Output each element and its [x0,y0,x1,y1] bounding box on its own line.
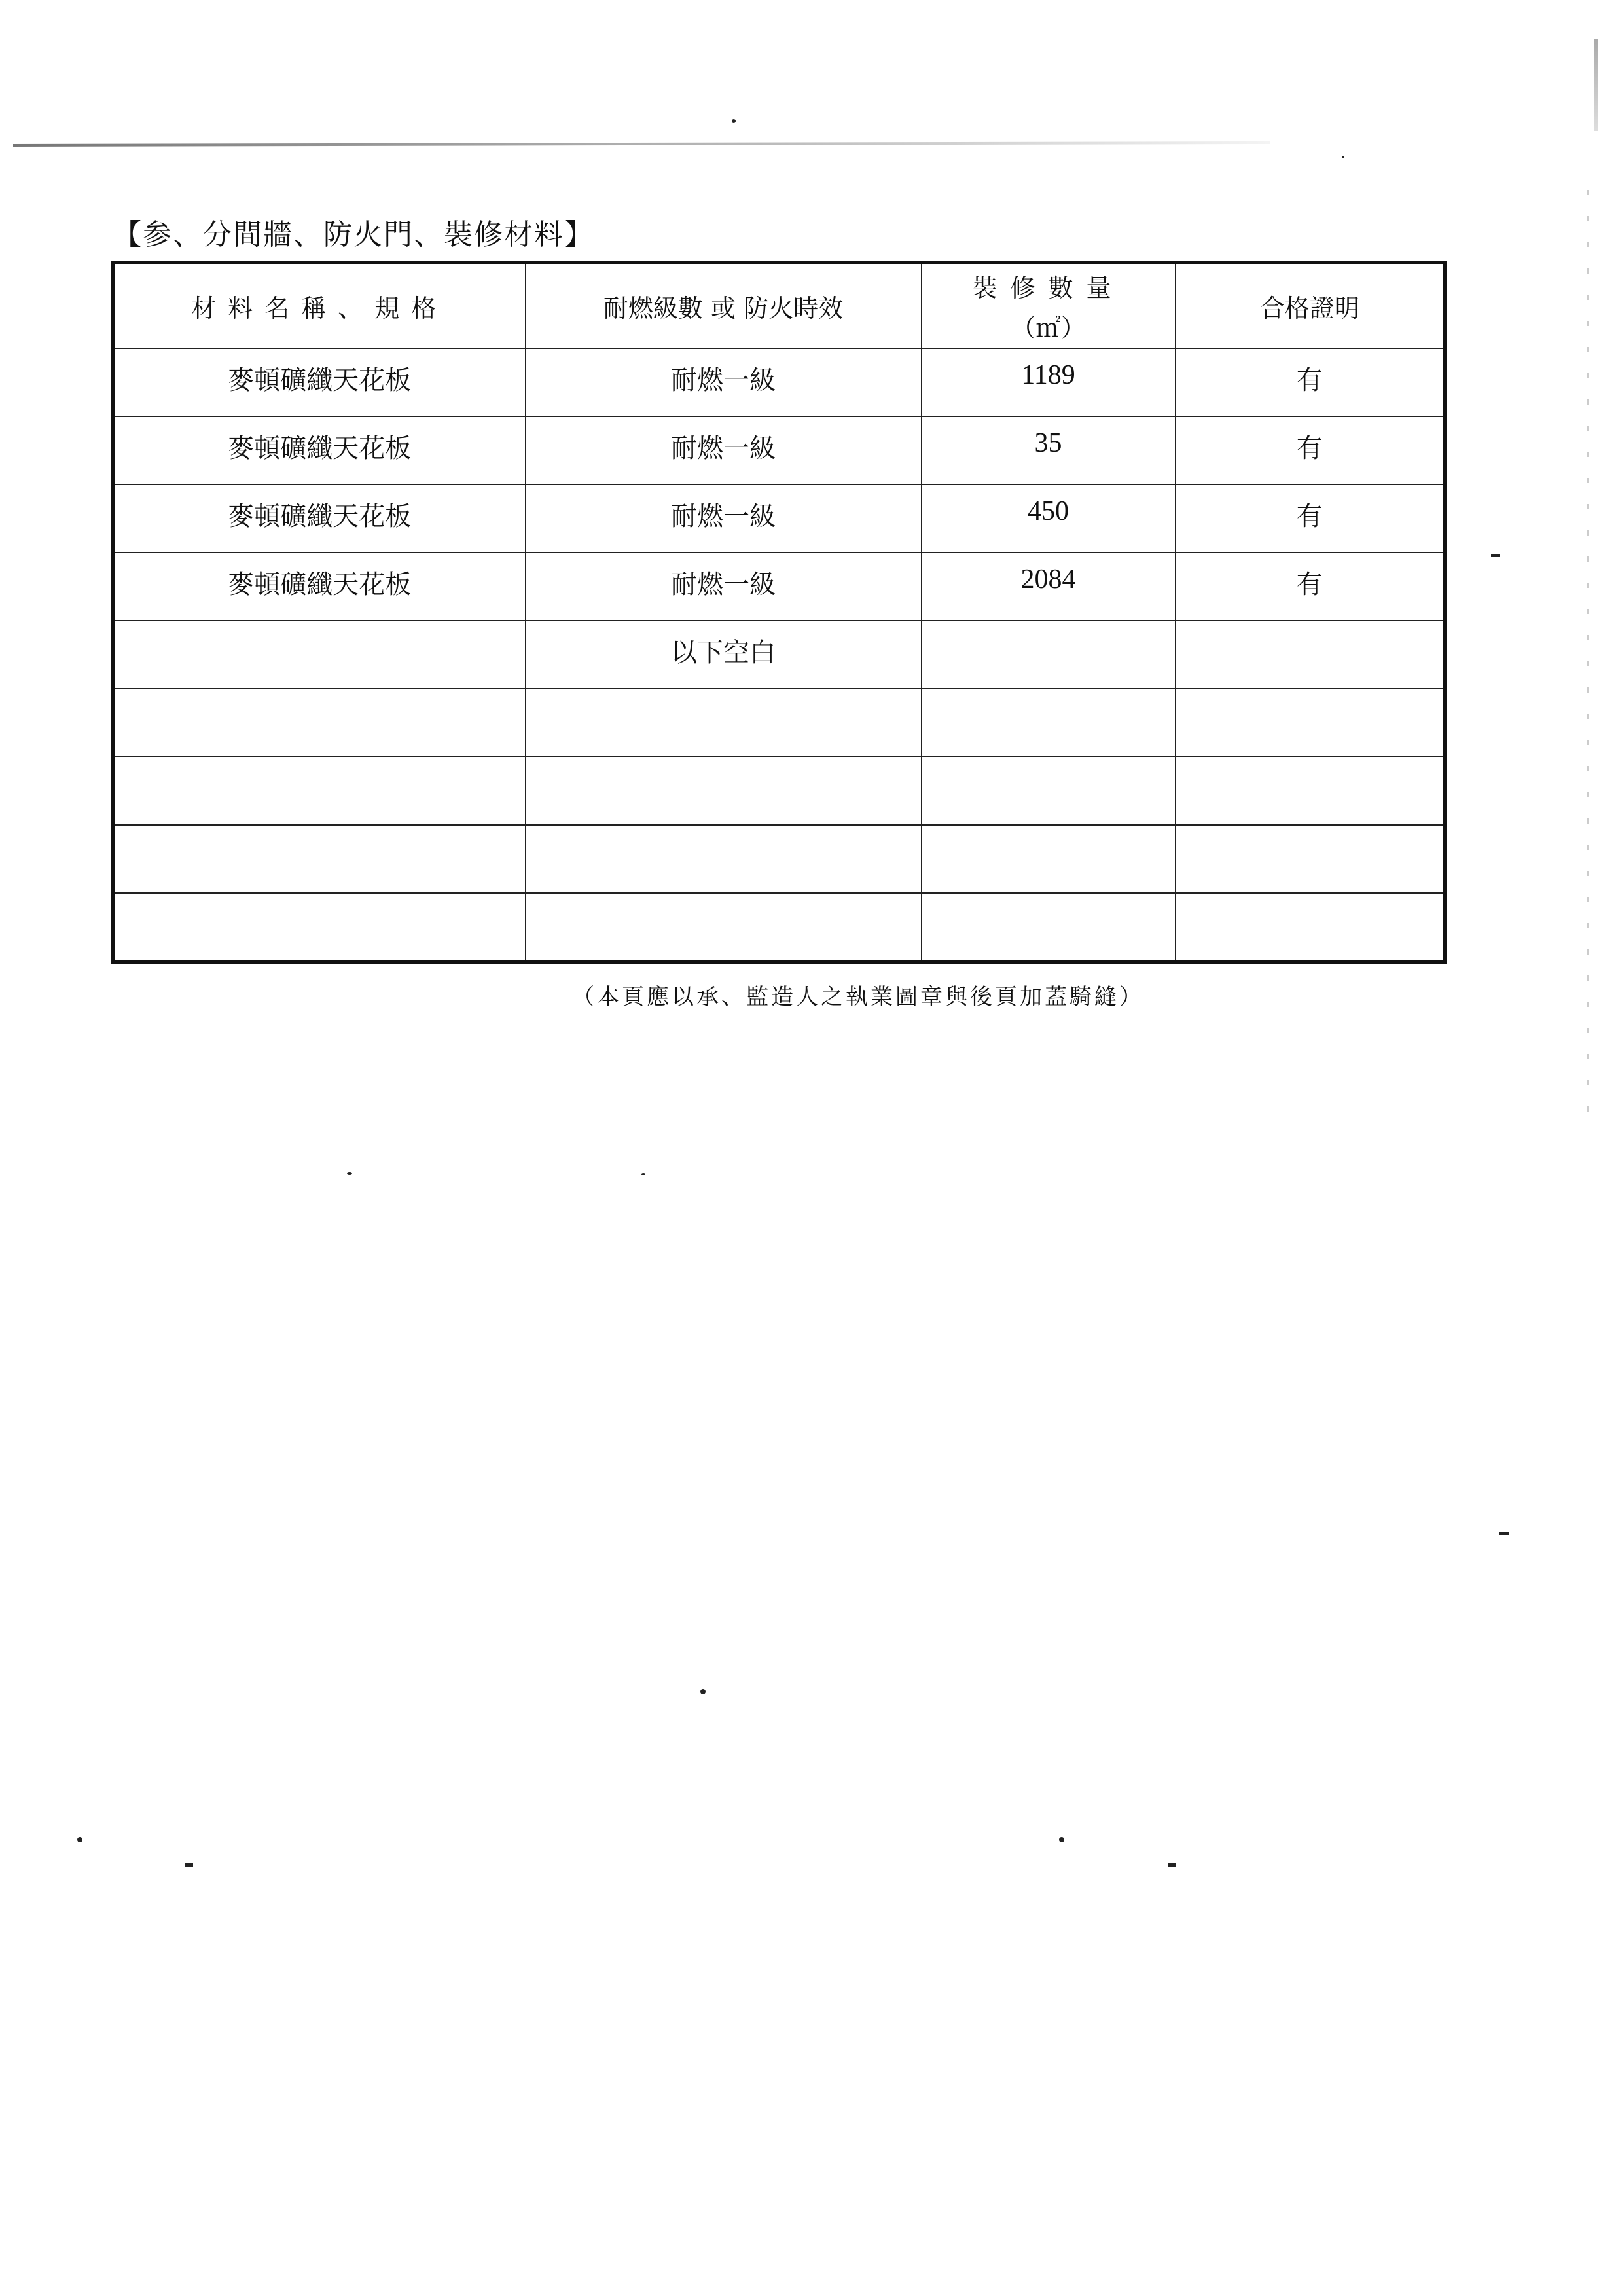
cell-material-name [113,689,526,757]
cell-certificate [1176,484,1445,553]
section-title: 【参、分間牆、防火門、裝修材料】 [113,218,594,251]
table-row [113,893,1445,962]
certificate-text [1176,894,1444,904]
table-row [113,416,1445,484]
material-name-text [115,826,525,836]
table-row [113,553,1445,621]
cell-certificate [1176,621,1445,689]
cell-certificate [1176,757,1445,825]
scan-speck [732,119,736,123]
header-quantity [922,263,1176,349]
header-fire-rating [526,263,922,349]
quantity-text: 35 [1034,428,1062,458]
cell-material-name [113,893,526,962]
header-certificate [1176,263,1445,349]
material-name-text: 麥頓礦纖天花板 [228,365,412,395]
cell-fire-rating [526,893,922,962]
quantity-text [922,689,1175,700]
table-row [113,757,1445,825]
cell-certificate [1176,416,1445,484]
scan-speck [1491,554,1500,557]
fire-rating-text: 耐燃一級 [671,570,776,600]
cell-quantity [922,825,1176,893]
fire-rating-text [526,757,921,768]
certificate-text: 有 [1296,570,1323,600]
table-row [113,484,1445,553]
header-quantity-label: 裝修數量 [972,274,1124,302]
quantity-text [922,621,1175,632]
material-name-text: 麥頓礦纖天花板 [228,570,412,600]
cell-material-name [113,416,526,484]
cell-quantity [922,757,1176,825]
cell-quantity [922,621,1176,689]
certificate-text [1176,621,1444,632]
scan-speck [700,1689,706,1694]
scan-speck [641,1173,645,1175]
scan-speck [1168,1863,1176,1867]
table-header-row [113,263,1445,349]
cell-certificate [1176,825,1445,893]
material-name-text: 麥頓礦纖天花板 [228,501,412,532]
cell-material-name [113,553,526,621]
scan-speck [1059,1837,1064,1842]
materials-table [111,261,1447,964]
quantity-text [922,894,1175,904]
header-quantity-unit: （㎡） [1011,314,1086,342]
cell-certificate [1176,689,1445,757]
cell-quantity [922,348,1176,416]
material-name-text [115,689,525,700]
material-name-text [115,621,525,632]
cell-quantity [922,484,1176,553]
scan-speck [1342,156,1344,158]
quantity-text: 1189 [1021,360,1075,390]
fire-rating-text: 耐燃一級 [671,501,776,532]
fire-rating-text [526,894,921,904]
cell-quantity [922,553,1176,621]
cell-material-name [113,484,526,553]
quantity-text: 450 [1028,496,1069,526]
fire-rating-text [526,826,921,836]
cell-fire-rating [526,757,922,825]
cell-material-name [113,348,526,416]
quantity-text [922,826,1175,836]
table-row [113,621,1445,689]
fire-rating-text: 耐燃一級 [671,433,776,464]
scan-speck [77,1837,82,1842]
cell-material-name [113,621,526,689]
cell-quantity [922,893,1176,962]
cell-material-name [113,757,526,825]
header-fire-rating-label: 耐燃級數 或 防火時效 [603,293,844,323]
scan-speck [347,1172,352,1175]
header-certificate-label: 合格證明 [1259,293,1359,323]
table-row [113,348,1445,416]
cell-fire-rating [526,553,922,621]
cell-certificate [1176,348,1445,416]
cell-fire-rating [526,621,922,689]
fire-rating-text: 耐燃一級 [671,365,776,395]
material-name-text: 麥頓礦纖天花板 [228,433,412,464]
quantity-text: 2084 [1020,564,1076,594]
cell-fire-rating [526,825,922,893]
certificate-text [1176,757,1444,768]
certificate-text: 有 [1296,501,1323,532]
blank-below-note: 以下空白 [671,638,776,668]
header-material-name [113,263,526,349]
table-row [113,825,1445,893]
cell-fire-rating [526,689,922,757]
certificate-text: 有 [1296,365,1323,395]
scan-edge-line [13,141,1270,147]
scan-speck [185,1863,193,1867]
cell-certificate [1176,893,1445,962]
cell-fire-rating [526,416,922,484]
fire-rating-text [526,689,921,700]
material-name-text [115,894,525,904]
cell-fire-rating [526,484,922,553]
stamp-footnote: （本頁應以承、監造人之執業圖章與後頁加蓋騎縫） [572,984,1144,1010]
certificate-text: 有 [1296,433,1323,464]
cell-material-name [113,825,526,893]
material-name-text [115,757,525,768]
cell-certificate [1176,553,1445,621]
header-material-name-label: 材料名稱、規格 [191,293,448,323]
scan-speck [1499,1532,1509,1535]
cell-quantity [922,689,1176,757]
table-row [113,689,1445,757]
certificate-text [1176,689,1444,700]
cell-fire-rating [526,348,922,416]
certificate-text [1176,826,1444,836]
cell-quantity [922,416,1176,484]
quantity-text [922,757,1175,768]
scan-edge-mark [1594,39,1598,131]
